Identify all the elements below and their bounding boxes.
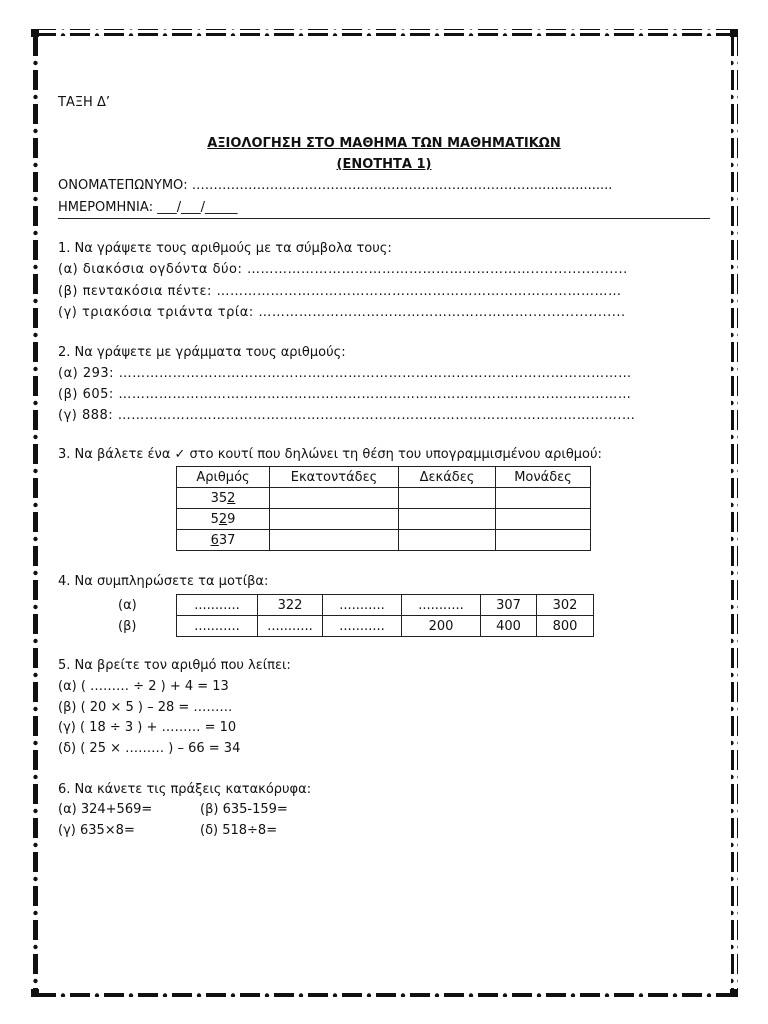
question-6-prompt: 6. Να κάνετε τις πράξεις κατακόρυφα: — [58, 782, 312, 797]
pattern-cell: 400 — [481, 616, 537, 637]
column-header: Αριθμός — [177, 467, 270, 488]
worksheet-title: ΑΞΙΟΛΟΓΗΣΗ ΣΤΟ ΜΑΘΗΜΑ ΤΩΝ ΜΑΘΗΜΑΤΙΚΩΝ — [207, 136, 561, 151]
underlined-digit: 6 — [210, 532, 219, 548]
question-2-prompt: 2. Να γράψετε με γράμματα τους αριθμούς: — [58, 345, 346, 360]
worksheet-subtitle: (ΕΝΟΤΗΤΑ 1) — [336, 157, 432, 172]
question-6-item: (α) 324+569= — [58, 802, 153, 817]
question-1-prompt: 1. Να γράψετε τους αριθμούς με τα σύμβολα τους: — [58, 241, 392, 256]
question-4-prompt: 4. Να συμπληρώσετε τα μοτίβα: — [58, 574, 269, 589]
units-checkbox-cell[interactable] — [496, 530, 591, 551]
place-value-table — [176, 466, 591, 551]
hundreds-checkbox-cell[interactable] — [270, 509, 399, 530]
question-5-prompt: 5. Να βρείτε τον αριθμό που λείπει: — [58, 658, 291, 673]
underlined-digit: 2 — [218, 511, 228, 527]
number-cell: 352 — [177, 488, 270, 509]
pattern-cell: 307 — [481, 595, 537, 616]
hundreds-checkbox-cell[interactable] — [270, 530, 399, 551]
units-checkbox-cell[interactable] — [496, 488, 591, 509]
pattern-cell: ........... — [177, 616, 258, 637]
pattern-table — [118, 594, 594, 637]
tens-checkbox-cell[interactable] — [399, 488, 496, 509]
pattern-cell: ........... — [323, 616, 402, 637]
question-6-item: (γ) 635×8= — [58, 823, 135, 838]
question-2-item: (α) 293: …………………………………………………………………………………………………… — [58, 366, 632, 381]
date-field: ΗΜΕΡΟΜΗΝΙΑ: ___/___/_____ — [58, 200, 238, 215]
question-1-item: (β) πεντακόσια πέντε: ……………………………………………………………………………… — [58, 284, 622, 299]
underlined-digit: 2 — [227, 490, 236, 506]
table-header-row — [177, 467, 591, 488]
question-3-prompt: 3. Να βάλετε ένα ✓ στο κουτί που δηλώνει τη θέση του υπογραμμισμένου αριθμού: — [58, 447, 602, 462]
hundreds-checkbox-cell[interactable] — [270, 488, 399, 509]
table-row — [118, 595, 594, 616]
pattern-cell: 302 — [537, 595, 594, 616]
question-6-item: (β) 635-159= — [200, 802, 288, 817]
number-cell: 637 — [177, 530, 270, 551]
student-name-field: ΟΝΟΜΑΤΕΠΩΝΥΜΟ: …………………………………………………………………….................... — [58, 178, 613, 193]
pattern-cell: 322 — [258, 595, 323, 616]
column-header: Μονάδες — [496, 467, 591, 488]
table-row — [118, 616, 594, 637]
tens-checkbox-cell[interactable] — [399, 530, 496, 551]
table-row — [177, 488, 591, 509]
pattern-cell: ........... — [177, 595, 258, 616]
header-divider — [58, 218, 710, 219]
column-header: Εκατοντάδες — [270, 467, 399, 488]
table-row — [177, 530, 591, 551]
pattern-cell: ........... — [323, 595, 402, 616]
column-header: Δεκάδες — [399, 467, 496, 488]
row-label: (β) — [118, 618, 137, 634]
pattern-cell: ........... — [258, 616, 323, 637]
pattern-cell: 200 — [402, 616, 481, 637]
question-6-item: (δ) 518÷8= — [200, 823, 278, 838]
row-label: (α) — [118, 597, 137, 613]
table-row — [177, 509, 591, 530]
units-checkbox-cell[interactable] — [496, 509, 591, 530]
question-5-item: (β) ( 20 × 5 ) – 28 = ……… — [58, 700, 233, 715]
question-2-item: (β) 605: …………………………………………………………………………………………………… — [58, 387, 632, 402]
question-5-item: (δ) ( 25 × ……… ) – 66 = 34 — [58, 741, 241, 756]
question-2-item: (γ) 888: ………………………………………………………………………………………………….… — [58, 408, 636, 423]
question-5-item: (α) ( ……… ÷ 2 ) + 4 = 13 — [58, 679, 229, 694]
pattern-cell: ........... — [402, 595, 481, 616]
question-1-item: (γ) τριακόσια τριάντα τρία: ……………………………………………………..................... — [58, 305, 626, 320]
grade-label: ΤΑΞΗ Δ’ — [58, 95, 110, 110]
question-1-item: (α) διακόσια ογδόντα δύο: ………………………………………………………..................... — [58, 262, 628, 277]
question-5-item: (γ) ( 18 ÷ 3 ) + ……… = 10 — [58, 720, 237, 735]
pattern-cell: 800 — [537, 616, 594, 637]
number-cell: 529 — [177, 509, 270, 530]
tens-checkbox-cell[interactable] — [399, 509, 496, 530]
